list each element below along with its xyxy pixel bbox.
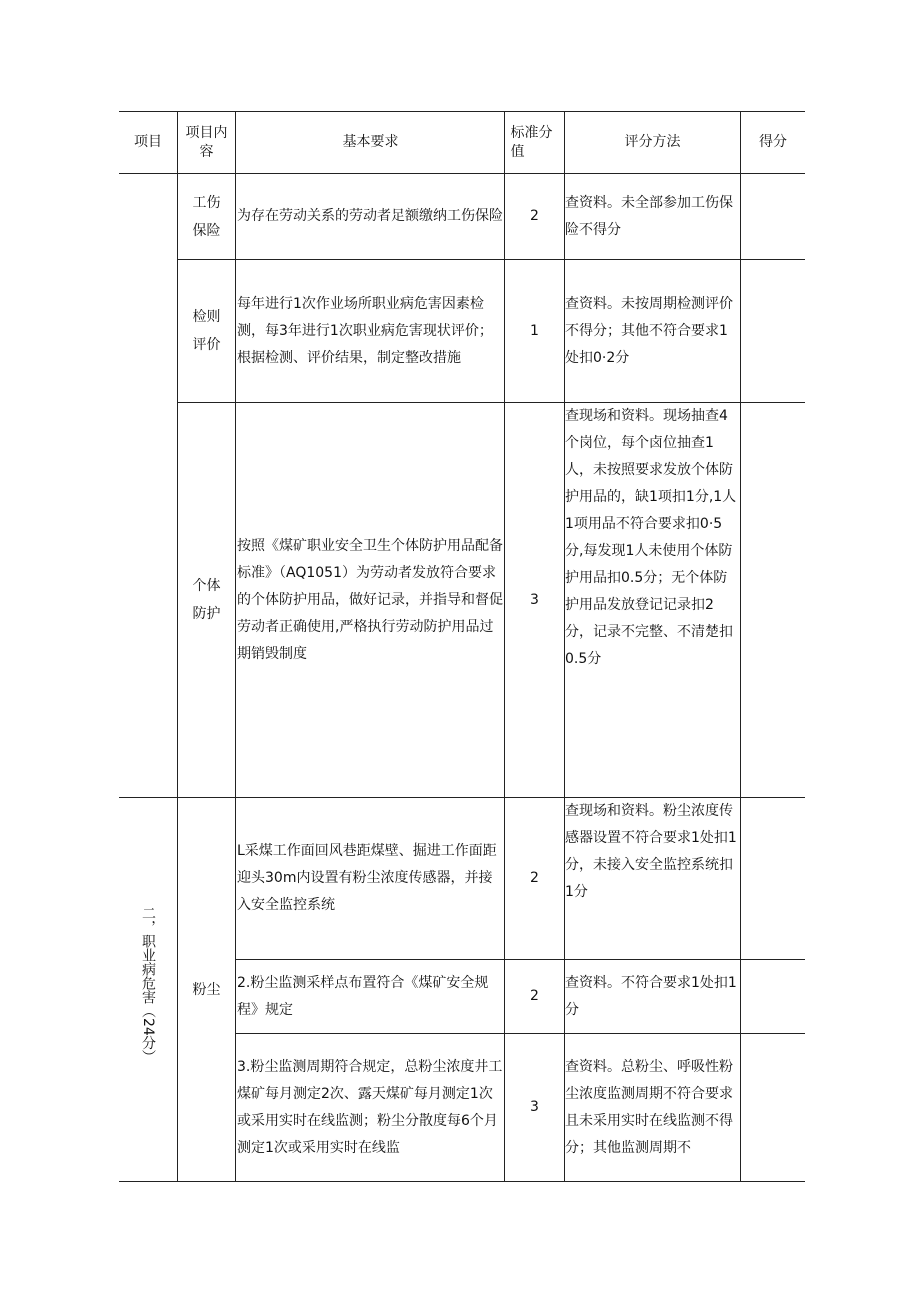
header-content [178,112,236,174]
score-cell [741,260,806,403]
method-cell: 查资料。未全部参加工伤保险不得分 [565,174,741,260]
standard-cell: 3 [505,1034,565,1182]
score-cell [741,1034,806,1182]
header-standard-text: 标准分值 [510,124,553,160]
table-row [119,403,805,798]
method-cell: 查资料。不符合要求1处扣1分 [565,960,741,1034]
scoring-table [119,111,805,1182]
requirement-cell: 2.粉尘监测采样点布置符合《煤矿安全规程》规定 [236,960,505,1034]
table-row [119,798,805,960]
standard-cell: 2 [505,174,565,260]
requirement-cell: 为存在劳动关系的劳动者足额缴纳工伤保险 [236,174,505,260]
content-cell [178,403,236,798]
header-row [119,112,805,174]
header-standard [505,112,565,174]
header-content-text: 项目内容 [185,124,228,160]
content-cell [178,174,236,260]
standard-cell: 2 [505,960,565,1034]
requirement-cell: 每年进行1次作业场所职业病危害因素检测，每3年进行1次职业病危害现状评价；根据检测、评价结果，制定整改措施 [236,260,505,403]
header-item: 项目 [119,112,178,174]
method-cell: 查资料。总粉尘、呼吸性粉尘浓度监测周期不符合要求且未采用实时在线监测不得分；其他监测周期不 [565,1034,741,1182]
header-requirement: 基本要求 [236,112,505,174]
requirement-cell: L采煤工作面回风巷距煤壁、掘进工作面距迎头30m内设置有粉尘浓度传感器，并接入安全监控系统 [236,798,505,960]
content-cell: 粉尘 [178,798,236,1182]
requirement-cell: 按照《煤矿职业安全卫生个体防护用品配备标准》（AQ1051）为劳动者发放符合要求的个体防护用品，做好记录，并指导和督促劳动者正确使用,严格执行劳动防护用品过期销毁制度 [236,403,505,798]
content-text: 个体防护 [192,578,221,622]
method-cell: 查现场和资料。粉尘浓度传感器设置不符合要求1处扣1分，未接入安全监控系统扣1分 [565,798,741,960]
header-score: 得分 [741,112,806,174]
section-label-cell [119,798,178,1182]
table-row [119,174,805,260]
score-cell [741,403,806,798]
standard-cell: 1 [505,260,565,403]
score-cell [741,960,806,1034]
score-cell [741,798,806,960]
score-cell [741,174,806,260]
standard-cell: 3 [505,403,565,798]
method-cell: 查现场和资料。现场抽查4个岗位，每个卤位抽查1人，未按照要求发放个体防护用品的，缺1项扣1分,1人1项用品不符合要求扣0·5分,每发现1人未使用个体防护用品扣0.5分；无个体防护用品发放登记记录扣2分，记录不完整、不清楚扣0.5分 [565,403,741,798]
content-text: 工伤保险 [192,194,221,239]
table-row [119,260,805,403]
method-cell: 查资料。未按周期检测评价不得分；其他不符合要求1处扣0·2分 [565,260,741,403]
section-cell-top [119,174,178,798]
section-label: 二，职业病危害（24分） [140,905,156,1064]
header-method: 评分方法 [565,112,741,174]
content-cell [178,260,236,403]
requirement-cell: 3.粉尘监测周期符合规定，总粉尘浓度井工煤矿每月测定2次、露天煤矿每月测定1次或采用实时在线监测；粉尘分散度每6个月测定1次或采用实时在线监 [236,1034,505,1182]
content-text: 检则评价 [192,309,221,353]
standard-cell: 2 [505,798,565,960]
